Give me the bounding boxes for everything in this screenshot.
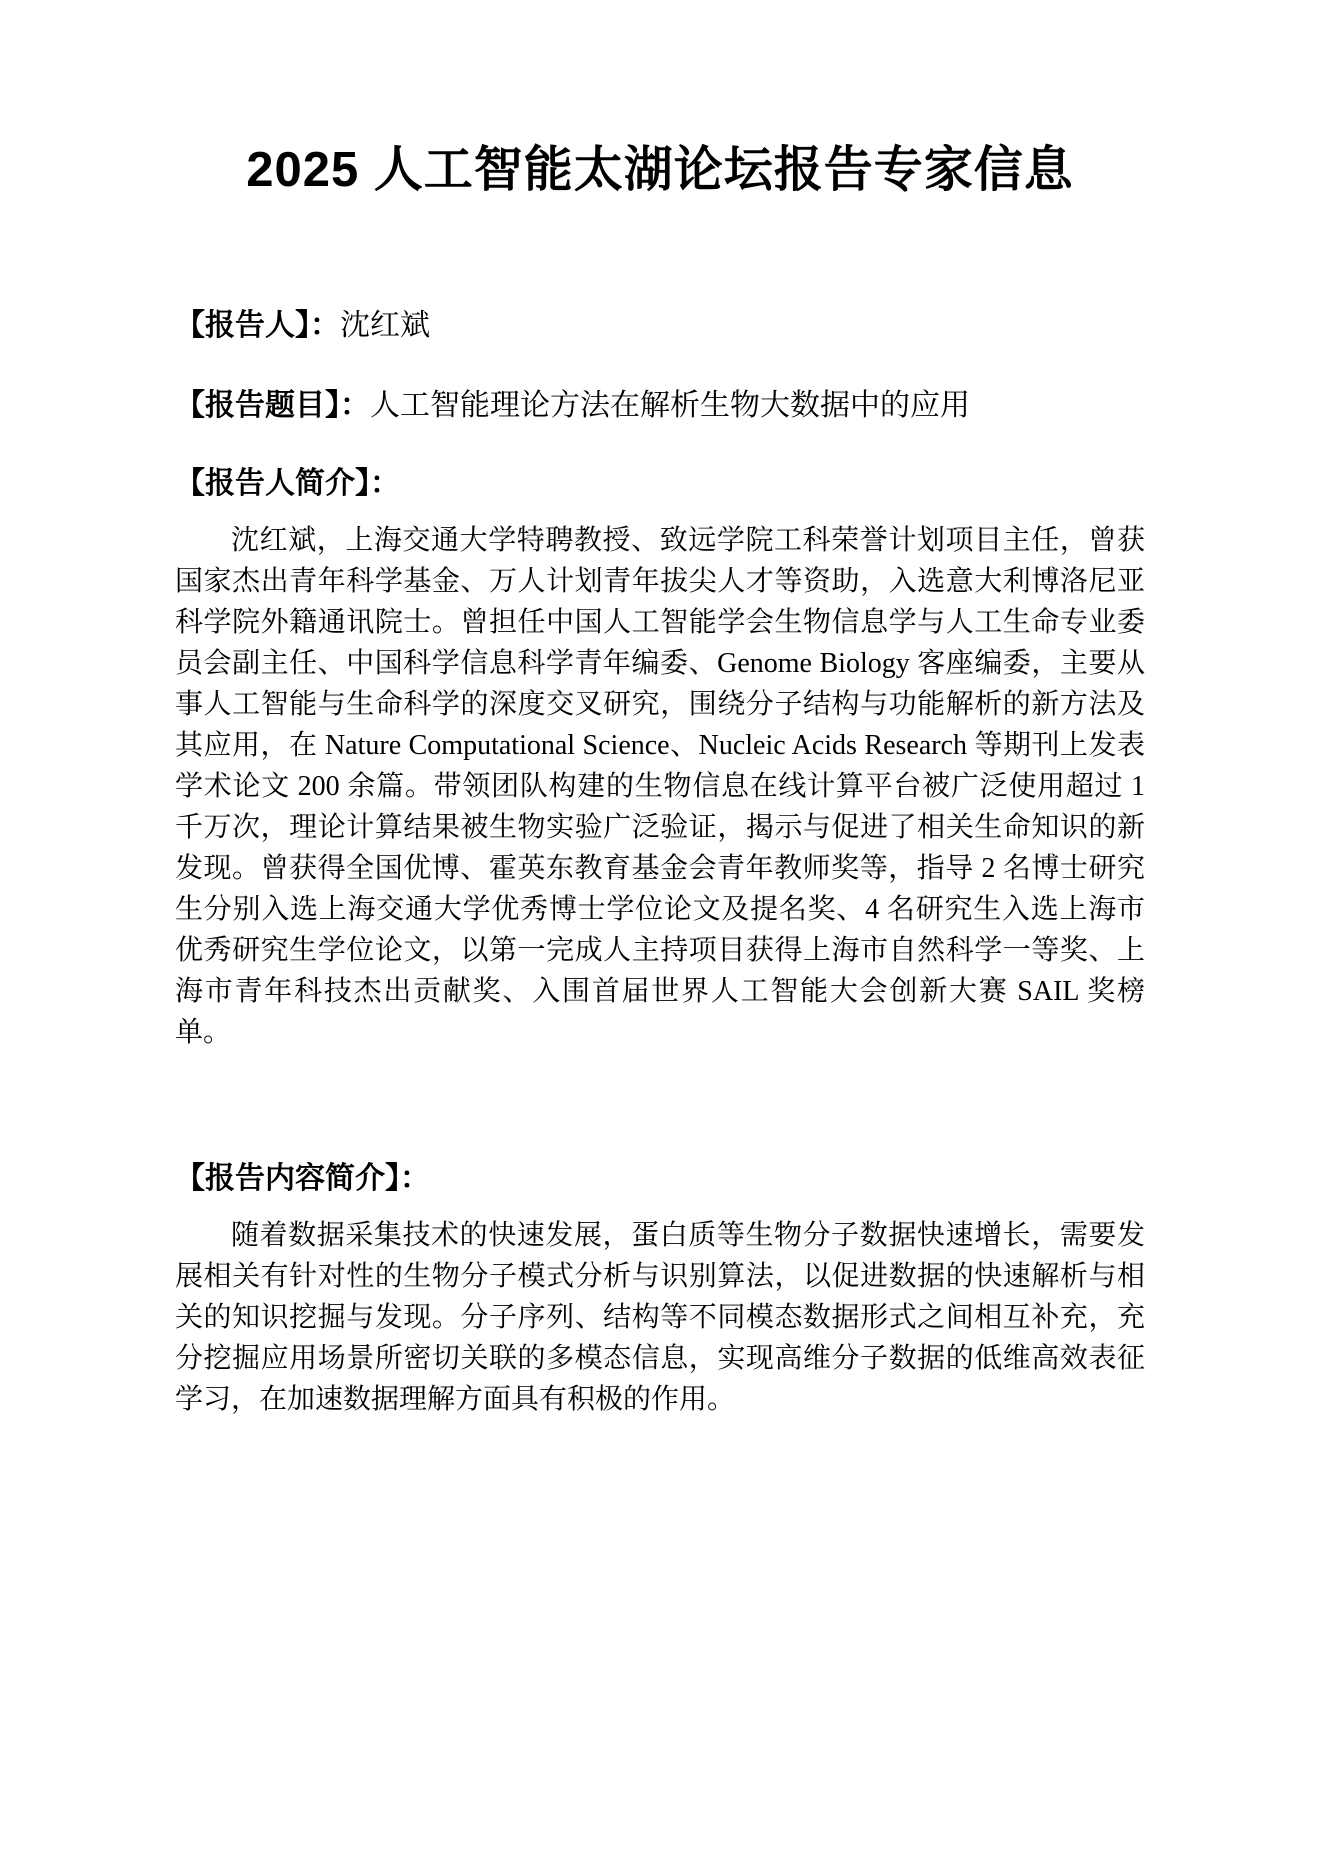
speaker-field [175, 304, 1145, 348]
speaker-name: 沈红斌 [340, 309, 430, 342]
bio-section-heading: 【报告人简介】： [175, 467, 400, 500]
topic-title: 人工智能理论方法在解析生物大数据中的应用 [370, 389, 970, 422]
topic-label: 【报告题目】： [175, 389, 370, 422]
abstract-section-heading: 【报告内容简介】： [175, 1162, 430, 1195]
abstract-paragraph: 随着数据采集技术的快速发展，蛋白质等生物分子数据快速增长，需要发展相关有针对性的生物分子模式分析与识别算法，以促进数据的快速解析与相关的知识挖掘与发现。分子序列、结构等不同模态数据形式之间相互补充，充分挖掘应用场景所密切关联的多模态信息，实现高维分子数据的低维高效表征学习，在加速数据理解方面具有积极的作用。 [175, 1220, 1145, 1415]
topic-field [175, 384, 1145, 428]
speaker-label: 【报告人】： [175, 309, 340, 342]
document-title: 2025 人工智能太湖论坛报告专家信息 [246, 143, 1074, 197]
bio-paragraph: 沈红斌，上海交通大学特聘教授、致远学院工科荣誉计划项目主任，曾获国家杰出青年科学基金、万人计划青年拔尖人才等资助，入选意大利博洛尼亚科学院外籍通讯院士。曾担任中国人工智能学会生物信息学与人工生命专业委员会副主任、中国科学信息科学青年编委、Genome Biology 客座编委，主要从事人工智能与生命科学的深度交叉研究，围绕分子结构与功能解析的新方法及其应用，在 Nature Computational Science、Nucleic Acids Research 等期刊上发表学术论文 200 余篇。带领团队构建的生物信息在线计算平台被广泛使用超过 1 千万次，理论计算结果被生物实验广泛验证，揭示与促进了相关生命知识的新发现。曾获得全国优博、霍英东教育基金会青年教师奖等，指导 2 名博士研究生分别入选上海交通大学优秀博士学位论文及提名奖、4 名研究生入选上海市优秀研究生学位论文，以第一完成人主持项目获得上海市自然科学一等奖、上海市青年科技杰出贡献奖、入围首届世界人工智能大会创新大赛 SAIL 奖榜单。 [175, 525, 1145, 1048]
